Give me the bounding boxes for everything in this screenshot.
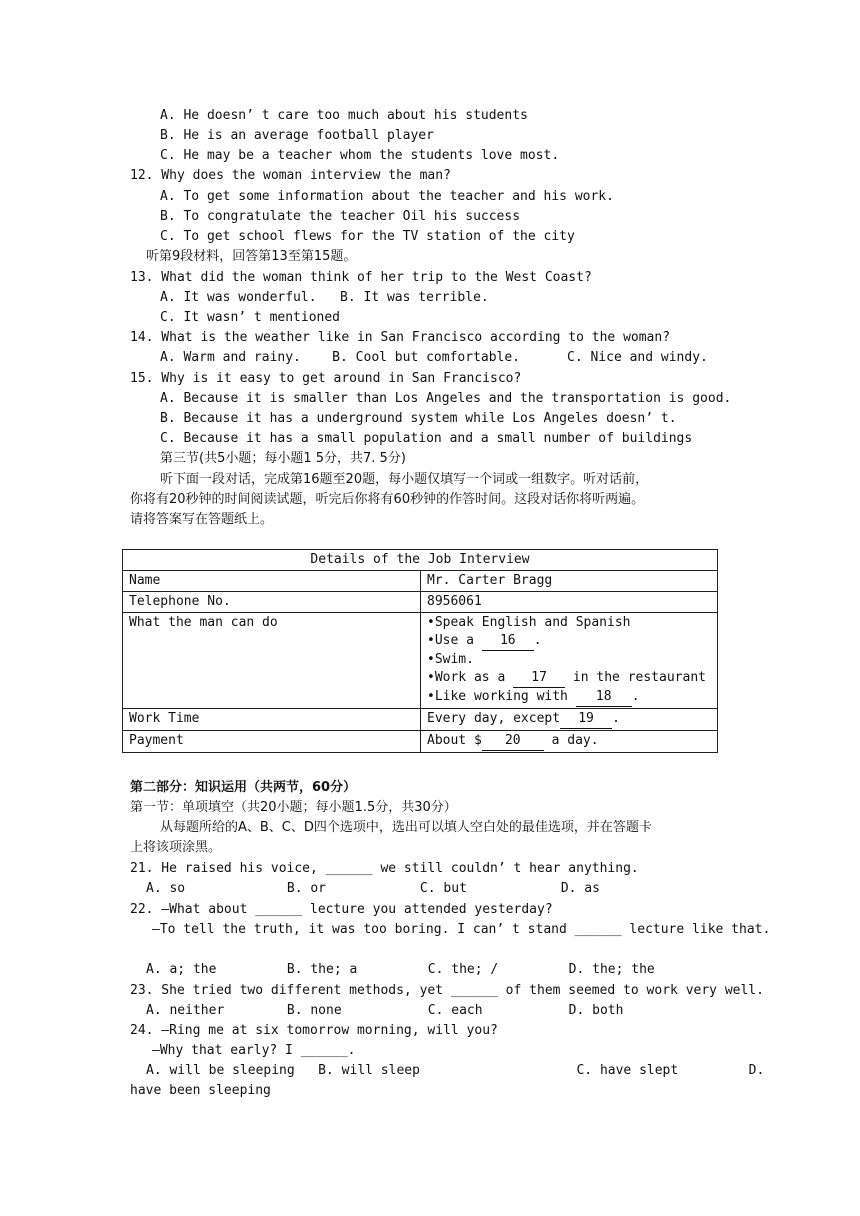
part2-heading: 第二部分：知识运用（共两节，60分）	[130, 780, 357, 795]
answer-blank-18: 18	[576, 688, 632, 707]
work-time-value	[421, 709, 718, 731]
answer-blank-17: 17	[513, 669, 565, 688]
part2-instr-1: 从每题所给的A、B、C、D四个选项中，选出可以填人空白处的最佳选项，并在答题卡	[160, 820, 652, 835]
list-item: •Swim.	[427, 652, 474, 667]
q15-stem: 15. Why is it easy to get around in San Francisco?	[130, 371, 522, 386]
q24-option-d-cont: have been sleeping	[130, 1083, 271, 1098]
q22-stem: 22. —What about ______ lecture you attended yesterday?	[130, 902, 553, 917]
q15-option-c: C. Because it has a small population and a small number of buildings	[160, 431, 693, 446]
item-text: •Work as a	[427, 670, 514, 685]
name-value: Mr. Carter Bragg	[421, 571, 718, 592]
payment-label: Payment	[123, 731, 421, 753]
q21-options: A. so B. or C. but D. as	[146, 881, 600, 896]
q12-stem: 12. Why does the woman interview the man?	[130, 168, 451, 183]
answer-blank-20: 20	[482, 732, 544, 751]
answer-blank-16: 16	[482, 632, 534, 651]
section-note-9: 听第9段材料，回答第13至第15题。	[146, 249, 357, 264]
item-text: in the restaurant	[565, 670, 706, 685]
answer-blank-19: 19	[560, 710, 612, 729]
item-text: •Like working with	[427, 689, 576, 704]
list-item	[427, 688, 711, 707]
q24-reply: —Why that early? I ______.	[152, 1043, 356, 1058]
q23-stem: 23. She tried two different methods, yet ______ of them seemed to work very well.	[130, 983, 764, 998]
q22-reply: —To tell the truth, it was too boring. I can’ t stand ______ lecture like that.	[152, 922, 771, 937]
list-item: •Speak English and Spanish	[427, 615, 631, 630]
can-do-label: What the man can do	[123, 613, 421, 709]
name-label: Name	[123, 571, 421, 592]
q12-option-b: B. To congratulate the teacher Oil his success	[160, 209, 521, 224]
section3-instr-3: 请将答案写在答题纸上。	[130, 512, 274, 527]
part2-instr-2: 上将该项涂黑。	[130, 840, 222, 855]
table-row	[123, 709, 718, 731]
item-text: .	[612, 711, 620, 726]
work-time-label: Work Time	[123, 709, 421, 731]
table-row	[123, 613, 718, 709]
phone-value: 8956061	[421, 592, 718, 613]
section3-heading: 第三节(共5小题；每小题1 5分，共7. 5分)	[160, 451, 406, 466]
section3-instr-2: 你将有20秒钟的时间阅读试题，听完后你将有60秒钟的作答时间。这段对话你将听两遍。	[130, 492, 645, 507]
payment-value	[421, 731, 718, 753]
part2-section1: 第一节：单项填空（共20小题；每小题1.5分，共30分）	[130, 800, 457, 815]
list-item	[427, 632, 711, 651]
q14-stem: 14. What is the weather like in San Francisco according to the woman?	[130, 330, 671, 345]
table-row	[123, 571, 718, 592]
job-interview-table	[122, 549, 718, 753]
q14-options: A. Warm and rainy. B. Cool but comfortable. C. Nice and windy.	[160, 350, 708, 365]
item-text: •Use a	[427, 633, 482, 648]
q11-option-b: B. He is an average football player	[160, 128, 434, 143]
q24-stem: 24. —Ring me at six tomorrow morning, will you?	[130, 1023, 498, 1038]
item-text: Every day, except	[427, 711, 561, 726]
q12-option-c: C. To get school flews for the TV station of the city	[160, 229, 575, 244]
q11-option-c: C. He may be a teacher whom the students love most.	[160, 148, 560, 163]
q15-option-a: A. Because it is smaller than Los Angeles and the transportation is good.	[160, 391, 732, 406]
can-do-list	[421, 613, 718, 709]
table-row	[123, 731, 718, 753]
q11-option-a: A. He doesn’ t care too much about his students	[160, 108, 528, 123]
q15-option-b: B. Because it has a underground system while Los Angeles doesn’ t.	[160, 411, 677, 426]
item-text: a day.	[543, 733, 599, 748]
item-text: .	[631, 689, 640, 704]
q12-option-a: A. To get some information about the teacher and his work.	[160, 189, 614, 204]
q21-stem: 21. He raised his voice, ______ we still couldn’ t hear anything.	[130, 861, 639, 876]
phone-label: Telephone No.	[123, 592, 421, 613]
q13-options-ab: A. It was wonderful. B. It was terrible.	[160, 290, 489, 305]
item-text: About $	[427, 733, 482, 748]
q24-options: A. will be sleeping B. will sleep C. have slept D.	[146, 1063, 765, 1078]
section3-instr-1: 听下面一段对话，完成第16题至20题，每小题仅填写一个词或一组数字。听对话前，	[160, 472, 649, 487]
q23-options: A. neither B. none C. each D. both	[146, 1003, 624, 1018]
q13-option-c: C. It wasn’ t mentioned	[160, 310, 341, 325]
table-title: Details of the Job Interview	[123, 550, 718, 571]
table-row	[123, 592, 718, 613]
q22-options: A. a; the B. the; a C. the; / D. the; the	[146, 962, 655, 977]
q13-stem: 13. What did the woman think of her trip to the West Coast?	[130, 270, 592, 285]
list-item	[427, 669, 711, 688]
item-text: .	[533, 633, 542, 648]
